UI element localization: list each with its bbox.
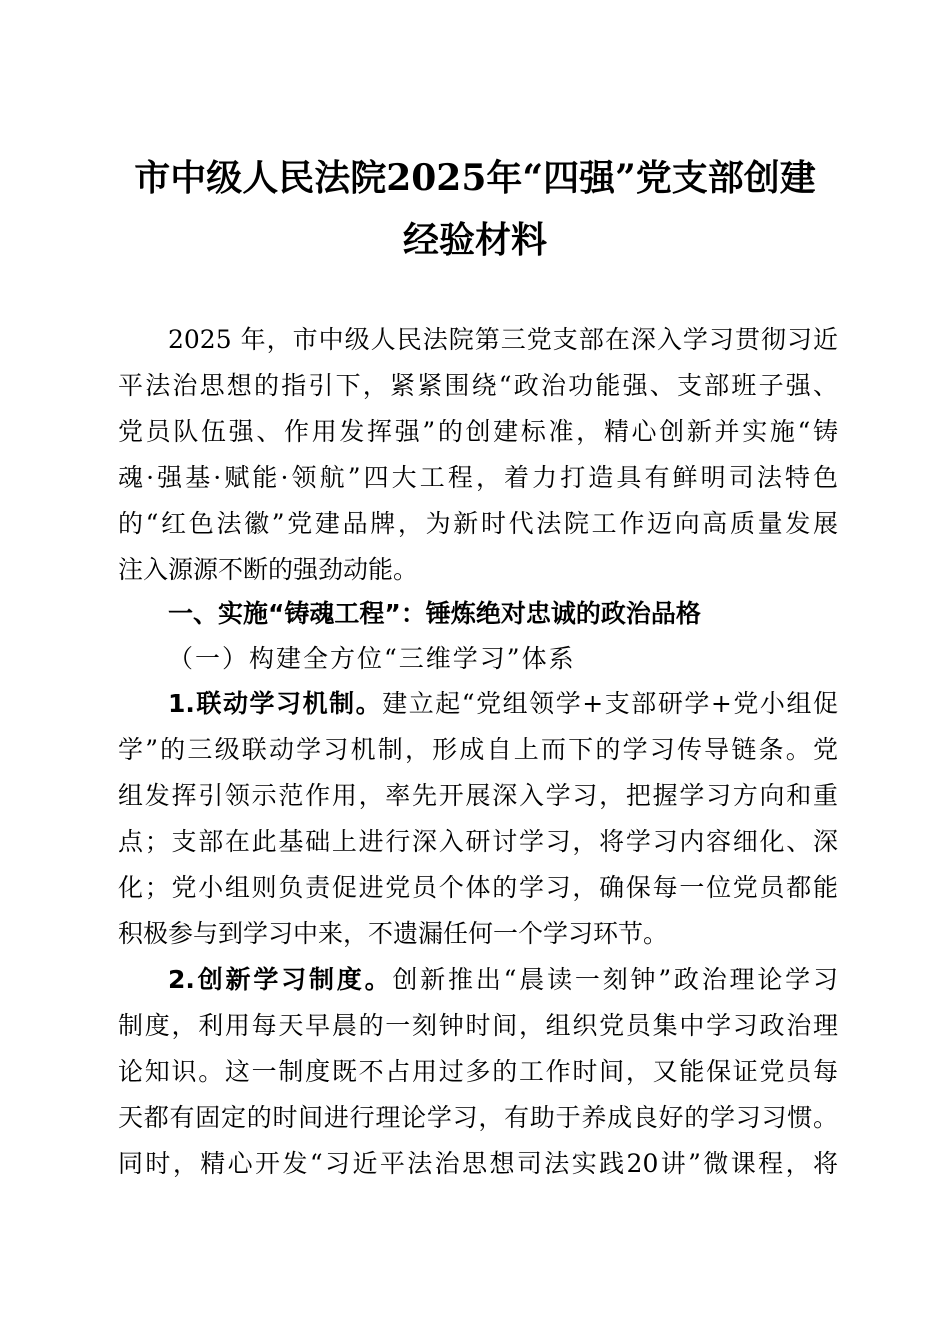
- item-2-first-line-text: 创新推出“晨读一刻钟”政治理论学习: [392, 965, 838, 994]
- intro-line-3: 党员队伍强、作用发挥强”的创建标准，精心创新并实施“铸: [118, 417, 838, 446]
- document-title-line-2: 经验材料: [402, 219, 547, 261]
- intro-line-4: 魂·强基·赋能·领航”四大工程，着力打造具有鲜明司法特色: [118, 463, 838, 492]
- item-1-line-2: 学”的三级联动学习机制，形成自上而下的学习传导链条。党: [118, 735, 838, 764]
- item-1-first-line: [168, 688, 838, 720]
- section-1-heading: 一、实施“铸魂工程”：锤炼绝对忠诚的政治品格: [168, 599, 701, 628]
- item-1-label: 1.联动学习机制。: [168, 689, 383, 718]
- item-1-line-3: 组发挥引领示范作用，率先开展深入学习，把握学习方向和重: [118, 781, 838, 810]
- item-1-first-line-text: 建立起“党组领学+支部研学+党小组促: [382, 689, 838, 718]
- item-2-line-4: 天都有固定的时间进行理论学习，有助于养成良好的学习习惯。: [118, 1103, 838, 1132]
- intro-line-6: 注入源源不断的强劲动能。: [118, 555, 419, 584]
- subsection-1-heading: （一）构建全方位“三维学习”体系: [168, 644, 576, 673]
- item-2-label: 2.创新学习制度。: [168, 965, 393, 994]
- intro-line-5: 的“红色法徽”党建品牌，为新时代法院工作迈向高质量发展: [118, 509, 838, 538]
- item-1-line-6: 积极参与到学习中来，不遗漏任何一个学习环节。: [118, 919, 669, 948]
- item-2-line-2: 制度，利用每天早晨的一刻钟时间，组织党员集中学习政治理: [118, 1011, 838, 1040]
- item-2-line-5: 同时，精心开发“习近平法治思想司法实践20讲”微课程，将: [118, 1149, 838, 1178]
- intro-line-2: 平法治思想的指引下，紧紧围绕“政治功能强、支部班子强、: [118, 371, 838, 400]
- item-2-first-line: [168, 964, 838, 996]
- item-2-line-3: 论知识。这一制度既不占用过多的工作时间，又能保证党员每: [118, 1057, 838, 1086]
- item-1-line-4: 点；支部在此基础上进行深入研讨学习，将学习内容细化、深: [118, 827, 838, 856]
- intro-line-1: 2025 年，市中级人民法院第三党支部在深入学习贯彻习近: [168, 325, 838, 354]
- item-1-line-5: 化；党小组则负责促进党员个体的学习，确保每一位党员都能: [118, 873, 838, 902]
- document-title-line-1: 市中级人民法院2025年“四强”党支部创建: [134, 157, 816, 199]
